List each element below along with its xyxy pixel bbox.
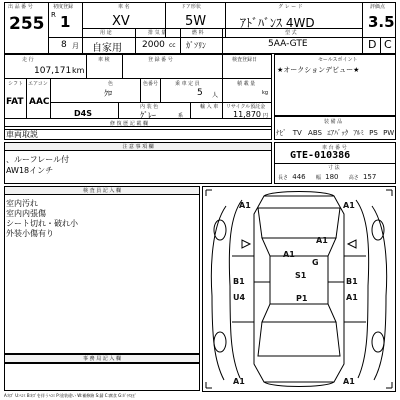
notes-line-1: 、ルーフレール付	[6, 155, 70, 164]
inspector-line-3: シート切れ・破れ小	[6, 219, 78, 228]
divider	[362, 2, 363, 54]
interior-color: ｸﾞﾚｰ	[140, 111, 156, 120]
dimensions-label: 寸 法	[328, 165, 340, 171]
divider	[50, 78, 51, 118]
divider	[48, 2, 49, 54]
damage-hood: A1	[316, 236, 328, 245]
air-conditioner: AAC	[29, 97, 50, 107]
notes-header: 注 意 事 項 欄	[4, 142, 272, 151]
lot-label: 出 品 番 号	[8, 4, 33, 10]
capacity: 5	[197, 88, 203, 98]
model-label: 型 式	[285, 30, 297, 36]
equipment-item: TV	[292, 129, 302, 137]
usage-label: 用 途	[100, 30, 112, 36]
divider	[380, 37, 381, 54]
score: 3.5	[368, 13, 395, 31]
equipment-item: ABS	[308, 129, 322, 137]
fuel-label: 燃 料	[192, 30, 204, 36]
divider	[160, 78, 161, 102]
divider	[118, 102, 119, 118]
repair-history: 車両取説	[6, 130, 38, 139]
displacement-label: 排 気 量	[148, 30, 167, 36]
divider	[222, 28, 223, 54]
shift-label: シフト	[8, 81, 24, 87]
ac-label: エアコン	[28, 81, 48, 87]
width-label: 幅	[315, 175, 321, 181]
inspect-date-label: 検査登録日	[232, 57, 258, 63]
fuel: ｶﾞｿﾘﾝ	[186, 41, 206, 50]
damage-right-door-front: B1	[346, 277, 358, 286]
inspector-line-2: 室内内張傷	[6, 209, 46, 218]
equipment-item: PS	[369, 129, 378, 137]
divider	[86, 54, 87, 78]
door-type: 5W	[185, 14, 207, 29]
body-color: ｸﾛ	[104, 89, 112, 98]
sales-point-block	[274, 54, 396, 116]
inspector-line-1: 室内汚れ	[6, 199, 38, 208]
damage-rear-right: A1	[343, 377, 355, 386]
month-unit: 月	[72, 42, 79, 50]
inspector-header: 検 査 員 記 入 欄	[4, 186, 200, 195]
divider	[180, 28, 181, 54]
height-label: 高さ	[348, 175, 359, 181]
score-label: 評価点	[370, 4, 386, 10]
color-number-label: 色番号	[143, 81, 159, 87]
grade: ｱﾄﾞﾊﾞﾝｽ 4WD	[240, 16, 315, 30]
length-label: 長さ	[278, 175, 289, 181]
damage-rear-left: A1	[233, 377, 245, 386]
car-name-label: 車 名	[118, 4, 130, 10]
dimensions-row	[278, 173, 376, 181]
shift: FAT	[6, 97, 24, 107]
cc-unit: cc	[169, 42, 176, 49]
equipment-label: 装 備 品	[324, 119, 343, 125]
recycle-fee: 11,870	[233, 110, 261, 119]
equipment-list	[276, 128, 394, 138]
recycle-fee-unit: 円	[263, 113, 269, 119]
divider	[135, 28, 136, 54]
registration-number-label: 登 録 番 号	[148, 57, 173, 63]
divider	[26, 78, 27, 118]
displacement: 2000	[142, 40, 165, 50]
repair-history-box	[4, 126, 272, 140]
divider	[4, 118, 272, 119]
import-label: 輸 入 車	[200, 104, 219, 110]
damage-center: S1	[295, 271, 307, 280]
width: 180	[325, 173, 339, 181]
load-label: 積 載 量	[237, 81, 256, 87]
sales-point-label: セールスポイント	[318, 57, 358, 63]
mileage-unit: km	[72, 66, 85, 75]
capacity-label: 乗 車 定 員	[175, 81, 200, 87]
sales-point: ★オークションデビュー★	[277, 66, 360, 74]
interior-score: D	[368, 38, 377, 51]
damage-front-right: A1	[343, 201, 355, 210]
registration-year: 1	[60, 13, 71, 31]
recycle-fee-label: リサイクル預託金	[226, 104, 266, 110]
divider	[122, 54, 123, 78]
dealer-header: 事 務 局 記 入 欄	[4, 354, 200, 363]
chassis-label: 車 台 番 号	[322, 145, 347, 151]
height: 157	[362, 173, 377, 181]
length: 446	[292, 173, 306, 181]
capacity-unit: 人	[212, 92, 219, 99]
registration-month: 8	[61, 40, 67, 50]
equipment-item: ｴｱﾊﾞｯｸ	[327, 129, 349, 137]
grade-label: グ レ ー ド	[278, 4, 303, 10]
divider	[4, 78, 272, 79]
divider	[140, 78, 141, 102]
divider	[190, 102, 191, 118]
chassis-number: GTE-010386	[290, 150, 351, 161]
door-type-label: ドア形状	[181, 4, 201, 10]
equipment-item: PW	[383, 129, 395, 137]
damage-right-door-rear: A1	[346, 293, 358, 302]
car-diagram	[202, 186, 396, 392]
inspection-label: 車 検	[98, 57, 110, 63]
inspector-line-4: 外装小傷有り	[6, 229, 54, 238]
color-label: 色	[108, 81, 114, 87]
mileage-label: 走 行	[22, 57, 34, 63]
damage-front-left: A1	[239, 201, 251, 210]
first-registration-label: 初度登録	[53, 4, 74, 10]
damage-left-door-front: B1	[233, 277, 245, 286]
interior-color-label: 内 装 色	[140, 104, 159, 110]
divider	[225, 2, 226, 37]
era-letter: R	[51, 11, 56, 19]
exterior-score: C	[384, 38, 392, 51]
damage-left-door-rear: U4	[233, 293, 246, 302]
car-name: XV	[112, 14, 130, 29]
repair-history-label: 修 復 歴 記 載 欄	[110, 121, 148, 127]
divider	[222, 102, 223, 118]
usage: 自家用	[92, 43, 122, 54]
lot-number: 255	[9, 14, 45, 34]
dealer-block	[4, 363, 200, 391]
model-code: 5AA-GTE	[268, 39, 308, 49]
notes-line-2: AW18インチ	[6, 166, 54, 175]
damage-legend: A:ｷｽﾞ U:ﾍｺﾐ B:ｷｽﾞを伴うﾍｺﾐ P:塗装違い W:補修跡 S:錆 C:腐食 G:ｶﾞﾗｽﾋﾋﾞ	[4, 393, 137, 398]
damage-windshield: A1	[283, 250, 295, 259]
mileage: 107,171	[34, 66, 72, 76]
transmission: D4S	[74, 109, 92, 118]
damage-center-lower: P1	[296, 294, 308, 303]
equipment-item: ﾅﾋﾞ	[276, 129, 287, 137]
equipment-item: ｱﾙﾐ	[353, 129, 364, 137]
load-unit: kg	[262, 90, 269, 96]
damage-roof: G	[312, 258, 319, 267]
interior-color-unit: 系	[178, 113, 184, 119]
